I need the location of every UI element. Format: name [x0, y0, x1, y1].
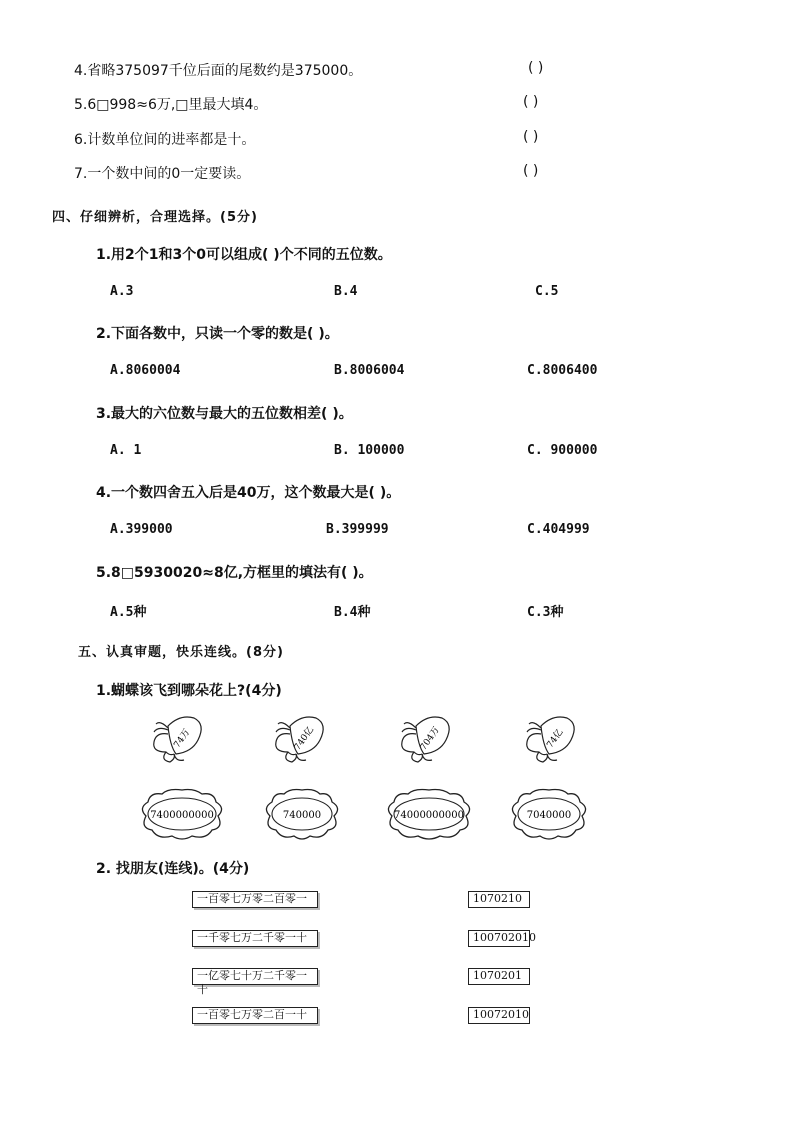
butterfly-icon-1[interactable]: [146, 712, 208, 766]
section-5-title: 五、认真审题，快乐连线。(8分): [78, 645, 284, 660]
butterfly-icon-4[interactable]: [519, 712, 581, 766]
tf-item-5: 5.6□998≈6万,□里最大填4。: [74, 97, 268, 113]
tf-paren-7[interactable]: ( ): [523, 163, 539, 179]
mc-3-option-c[interactable]: C. 900000: [527, 443, 598, 458]
mc-5-option-b[interactable]: B.4种: [334, 605, 371, 620]
right-box-2[interactable]: 100702010: [468, 930, 530, 947]
flower-icon-4[interactable]: [508, 786, 590, 842]
right-box-4[interactable]: 10072010: [468, 1007, 530, 1024]
left-box-2[interactable]: 一千零七万二千零一十: [192, 930, 318, 947]
tf-paren-4[interactable]: ( ): [528, 60, 544, 76]
mc-question-2: 2.下面各数中，只读一个零的数是( )。: [96, 326, 339, 342]
tf-item-6: 6.计数单位间的进率都是十。: [74, 132, 256, 148]
mc-4-option-a[interactable]: A.399000: [110, 522, 173, 537]
left-box-3[interactable]: 一亿零七十万二千零一十: [192, 968, 318, 985]
mc-question-3: 3.最大的六位数与最大的五位数相差( )。: [96, 406, 353, 422]
flower-label-1: 7400000000: [150, 810, 214, 821]
mc-2-option-b[interactable]: B.8006004: [334, 363, 405, 378]
mc-4-option-b[interactable]: B.399999: [326, 522, 389, 537]
mc-3-option-a[interactable]: A. 1: [110, 443, 142, 458]
match-question-1: 1.蝴蝶该飞到哪朵花上?(4分): [96, 683, 282, 699]
section-4-title: 四、仔细辨析，合理选择。(5分): [52, 210, 258, 225]
flower-icon-1[interactable]: [138, 786, 226, 842]
mc-4-option-c[interactable]: C.404999: [527, 522, 590, 537]
flower-label-3: 74000000000: [394, 810, 464, 821]
mc-1-option-c[interactable]: C.5: [535, 284, 559, 299]
mc-question-5: 5.8□5930020≈8亿,方框里的填法有( )。: [96, 565, 373, 581]
butterfly-icon-2[interactable]: [268, 712, 330, 766]
tf-paren-5[interactable]: ( ): [523, 94, 539, 110]
mc-1-option-a[interactable]: A.3: [110, 284, 134, 299]
butterfly-label-1: 74万: [172, 727, 193, 751]
flower-label-4: 7040000: [526, 810, 572, 821]
right-box-1[interactable]: 1070210: [468, 891, 530, 908]
mc-question-4: 4.一个数四舍五入后是40万，这个数最大是( )。: [96, 485, 401, 501]
mc-5-option-c[interactable]: C.3种: [527, 605, 564, 620]
flower-label-2: 740000: [282, 810, 322, 821]
left-box-4[interactable]: 一百零七万零二百一十: [192, 1007, 318, 1024]
flower-icon-3[interactable]: [384, 786, 474, 842]
tf-item-4: 4.省略375097千位后面的尾数约是375000。: [74, 63, 363, 79]
right-box-3[interactable]: 1070201: [468, 968, 530, 985]
flower-icon-2[interactable]: [262, 786, 342, 842]
tf-item-7: 7.一个数中间的0一定要读。: [74, 166, 251, 182]
mc-5-option-a[interactable]: A.5种: [110, 605, 147, 620]
match-question-2: 2. 找朋友(连线)。(4分): [96, 861, 250, 877]
left-box-1[interactable]: 一百零七万零二百零一: [192, 891, 318, 908]
mc-2-option-a[interactable]: A.8060004: [110, 363, 181, 378]
butterfly-icon-3[interactable]: [394, 712, 456, 766]
mc-3-option-b[interactable]: B. 100000: [334, 443, 405, 458]
butterfly-label-4: 74亿: [545, 727, 566, 751]
mc-question-1: 1.用2个1和3个0可以组成( )个不同的五位数。: [96, 247, 392, 263]
mc-1-option-b[interactable]: B.4: [334, 284, 358, 299]
tf-paren-6[interactable]: ( ): [523, 129, 539, 145]
butterfly-label-2: 740亿: [292, 725, 316, 753]
butterfly-label-3: 704万: [418, 725, 442, 753]
mc-2-option-c[interactable]: C.8006400: [527, 363, 598, 378]
